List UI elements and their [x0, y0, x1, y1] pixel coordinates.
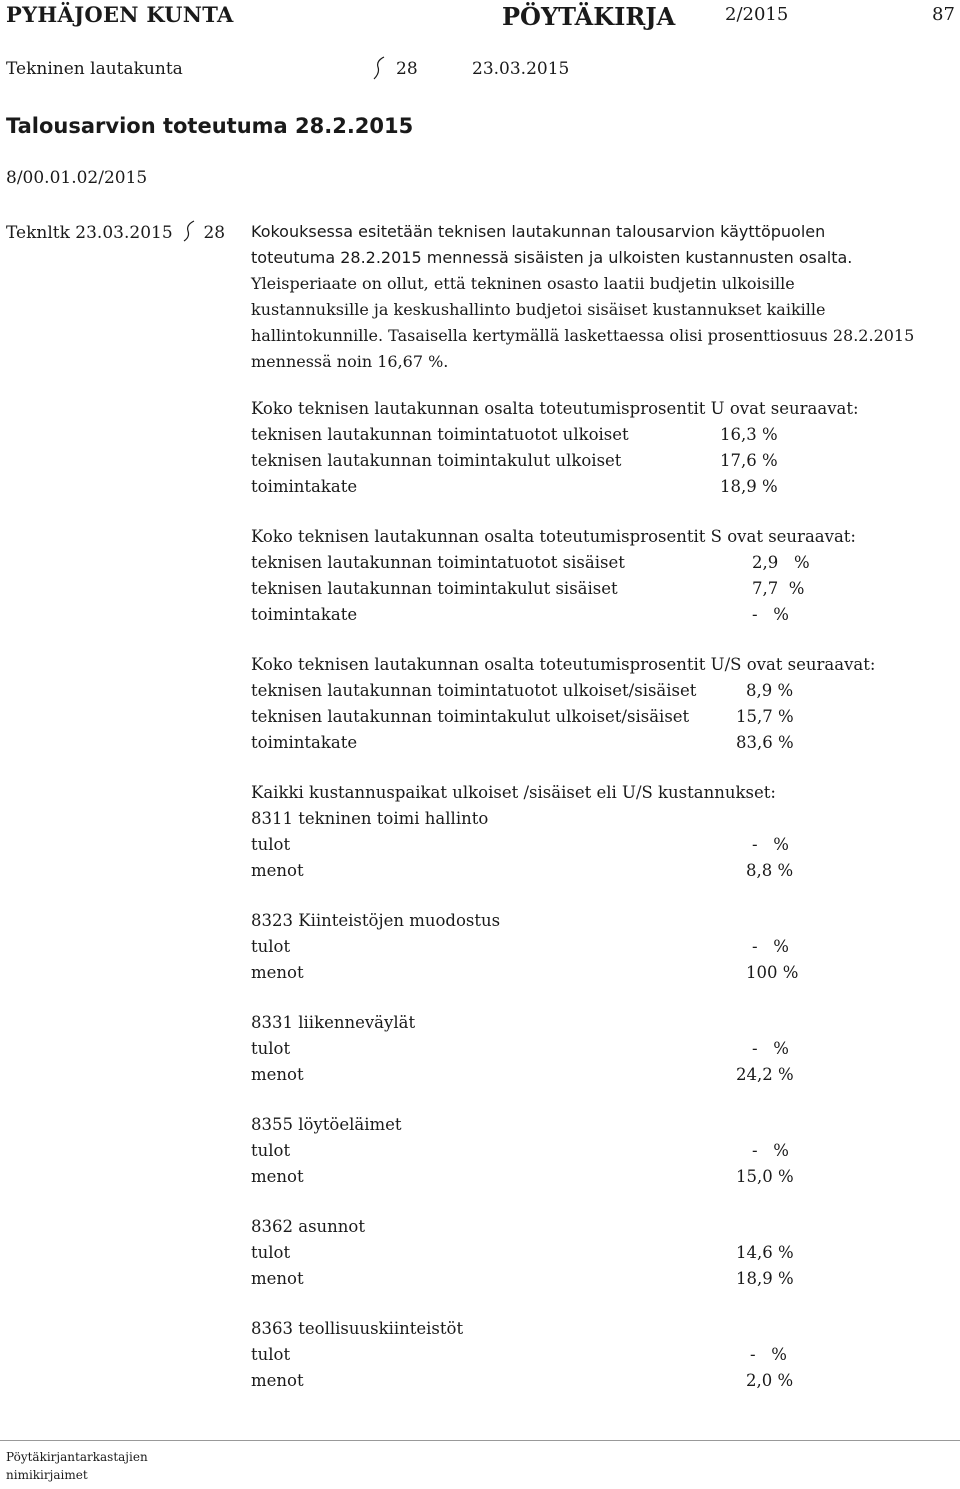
page-title: Talousarvion toteutuma 28.2.2015 [6, 114, 414, 138]
group-u-row-label: teknisen lautakunnan toimintakulut ulkoiset [251, 451, 622, 470]
section-reference [6, 219, 225, 243]
footer-reviewers-label: Pöytäkirjantarkastajien [6, 1450, 148, 1464]
meeting-date: 23.03.2015 [472, 59, 570, 79]
cost-center-menot-value: 18,9 % [736, 1269, 794, 1288]
group-s-row-value: - % [752, 605, 789, 624]
group-us-row-label: teknisen lautakunnan toimintakulut ulkoiset/sisäiset [251, 707, 690, 726]
section-mark-icon [182, 219, 196, 243]
cost-center-menot-label: menot [251, 1167, 304, 1186]
group-s-row-label: toimintakate [251, 605, 358, 624]
group-us-row-label: teknisen lautakunnan toimintatuotot ulkoiset/sisäiset [251, 681, 697, 700]
cost-center-menot-value: 8,8 % [746, 861, 794, 880]
page-number: 87 [932, 4, 955, 25]
section-reference-number: 28 [203, 223, 226, 243]
cost-center-tulot-label: tulot [251, 1345, 291, 1364]
cost-center-menot-value: 24,2 % [736, 1065, 794, 1084]
section-reference-text: Teknltk 23.03.2015 [6, 223, 173, 243]
cost-center-tulot-value: - % [750, 1345, 787, 1364]
cost-center-tulot-value: 14,6 % [736, 1243, 794, 1262]
cost-center-menot-value: 15,0 % [736, 1167, 794, 1186]
cost-center-tulot-label: tulot [251, 937, 291, 956]
group-us-row-value: 15,7 % [736, 707, 794, 726]
cost-center-name: 8311 tekninen toimi hallinto [251, 809, 489, 828]
footer-divider [0, 1440, 960, 1441]
meeting-number: 2/2015 [725, 4, 789, 25]
cost-center-menot-label: menot [251, 1371, 304, 1390]
section-number: 28 [396, 59, 418, 79]
document-reference: 8/00.01.02/2015 [6, 168, 148, 188]
cost-center-tulot-value: - % [752, 1039, 789, 1058]
intro-line: mennessä noin 16,67 %. [251, 352, 449, 371]
cost-center-tulot-value: - % [752, 835, 789, 854]
cost-center-tulot-label: tulot [251, 1141, 291, 1160]
group-s-heading: Koko teknisen lautakunnan osalta toteutumisprosentit S ovat seuraavat: [251, 527, 856, 546]
cost-center-menot-value: 100 % [746, 963, 799, 982]
cost-center-name: 8323 Kiinteistöjen muodostus [251, 911, 501, 930]
section-mark-icon-svg [372, 55, 386, 81]
cost-center-menot-label: menot [251, 963, 304, 982]
cost-center-menot-value: 2,0 % [746, 1371, 794, 1390]
cost-center-tulot-label: tulot [251, 1039, 291, 1058]
cost-center-name: 8331 liikenneväylät [251, 1013, 416, 1032]
group-s-row-value: 2,9 % [752, 553, 810, 572]
group-u-row-value: 18,9 % [720, 477, 778, 496]
intro-line: hallintokunnille. Tasaisella kertymällä laskettaessa olisi prosenttiosuus 28.2.2015 [251, 326, 915, 345]
group-u-row-label: teknisen lautakunnan toimintatuotot ulkoiset [251, 425, 629, 444]
cost-center-name: 8363 teollisuuskiinteistöt [251, 1319, 464, 1338]
cost-center-tulot-label: tulot [251, 1243, 291, 1262]
cost-center-tulot-label: tulot [251, 835, 291, 854]
group-s-row-value: 7,7 % [752, 579, 805, 598]
cost-center-tulot-value: - % [752, 1141, 789, 1160]
group-us-heading: Koko teknisen lautakunnan osalta toteutumisprosentit U/S ovat seuraavat: [251, 655, 876, 674]
board-name: Tekninen lautakunta [6, 59, 183, 79]
cost-center-menot-label: menot [251, 1269, 304, 1288]
group-s-row-label: teknisen lautakunnan toimintatuotot sisäiset [251, 553, 625, 572]
cost-center-name: 8362 asunnot [251, 1217, 365, 1236]
cost-center-menot-label: menot [251, 1065, 304, 1084]
group-s-row-label: teknisen lautakunnan toimintakulut sisäiset [251, 579, 618, 598]
cost-center-menot-label: menot [251, 861, 304, 880]
cost-center-name: 8355 löytöeläimet [251, 1115, 402, 1134]
group-us-row-label: toimintakate [251, 733, 358, 752]
intro-line: kustannuksille ja keskushallinto budjetoi sisäiset kustannukset kaikille [251, 300, 826, 319]
cost-center-tulot-value: - % [752, 937, 789, 956]
intro-line: Kokouksessa esitetään teknisen lautakunnan talousarvion käyttöpuolen [251, 222, 826, 241]
group-us-row-value: 8,9 % [746, 681, 794, 700]
group-us-row-value: 83,6 % [736, 733, 794, 752]
document-type: PÖYTÄKIRJA [502, 2, 676, 31]
intro-line: toteutuma 28.2.2015 mennessä sisäisten ja ulkoisten kustannusten osalta. [251, 248, 853, 267]
group-u-row-value: 16,3 % [720, 425, 778, 444]
group-u-heading: Koko teknisen lautakunnan osalta toteutumisprosentit U ovat seuraavat: [251, 399, 859, 418]
group-u-row-label: toimintakate [251, 477, 358, 496]
group-u-row-value: 17,6 % [720, 451, 778, 470]
cost-centers-heading: Kaikki kustannuspaikat ulkoiset /sisäiset eli U/S kustannukset: [251, 783, 776, 802]
footer-initials-label: nimikirjaimet [6, 1468, 88, 1482]
municipality-name: PYHÄJOEN KUNTA [6, 2, 234, 27]
intro-line: Yleisperiaate on ollut, että tekninen osasto laatii budjetin ulkoisille [251, 274, 795, 293]
